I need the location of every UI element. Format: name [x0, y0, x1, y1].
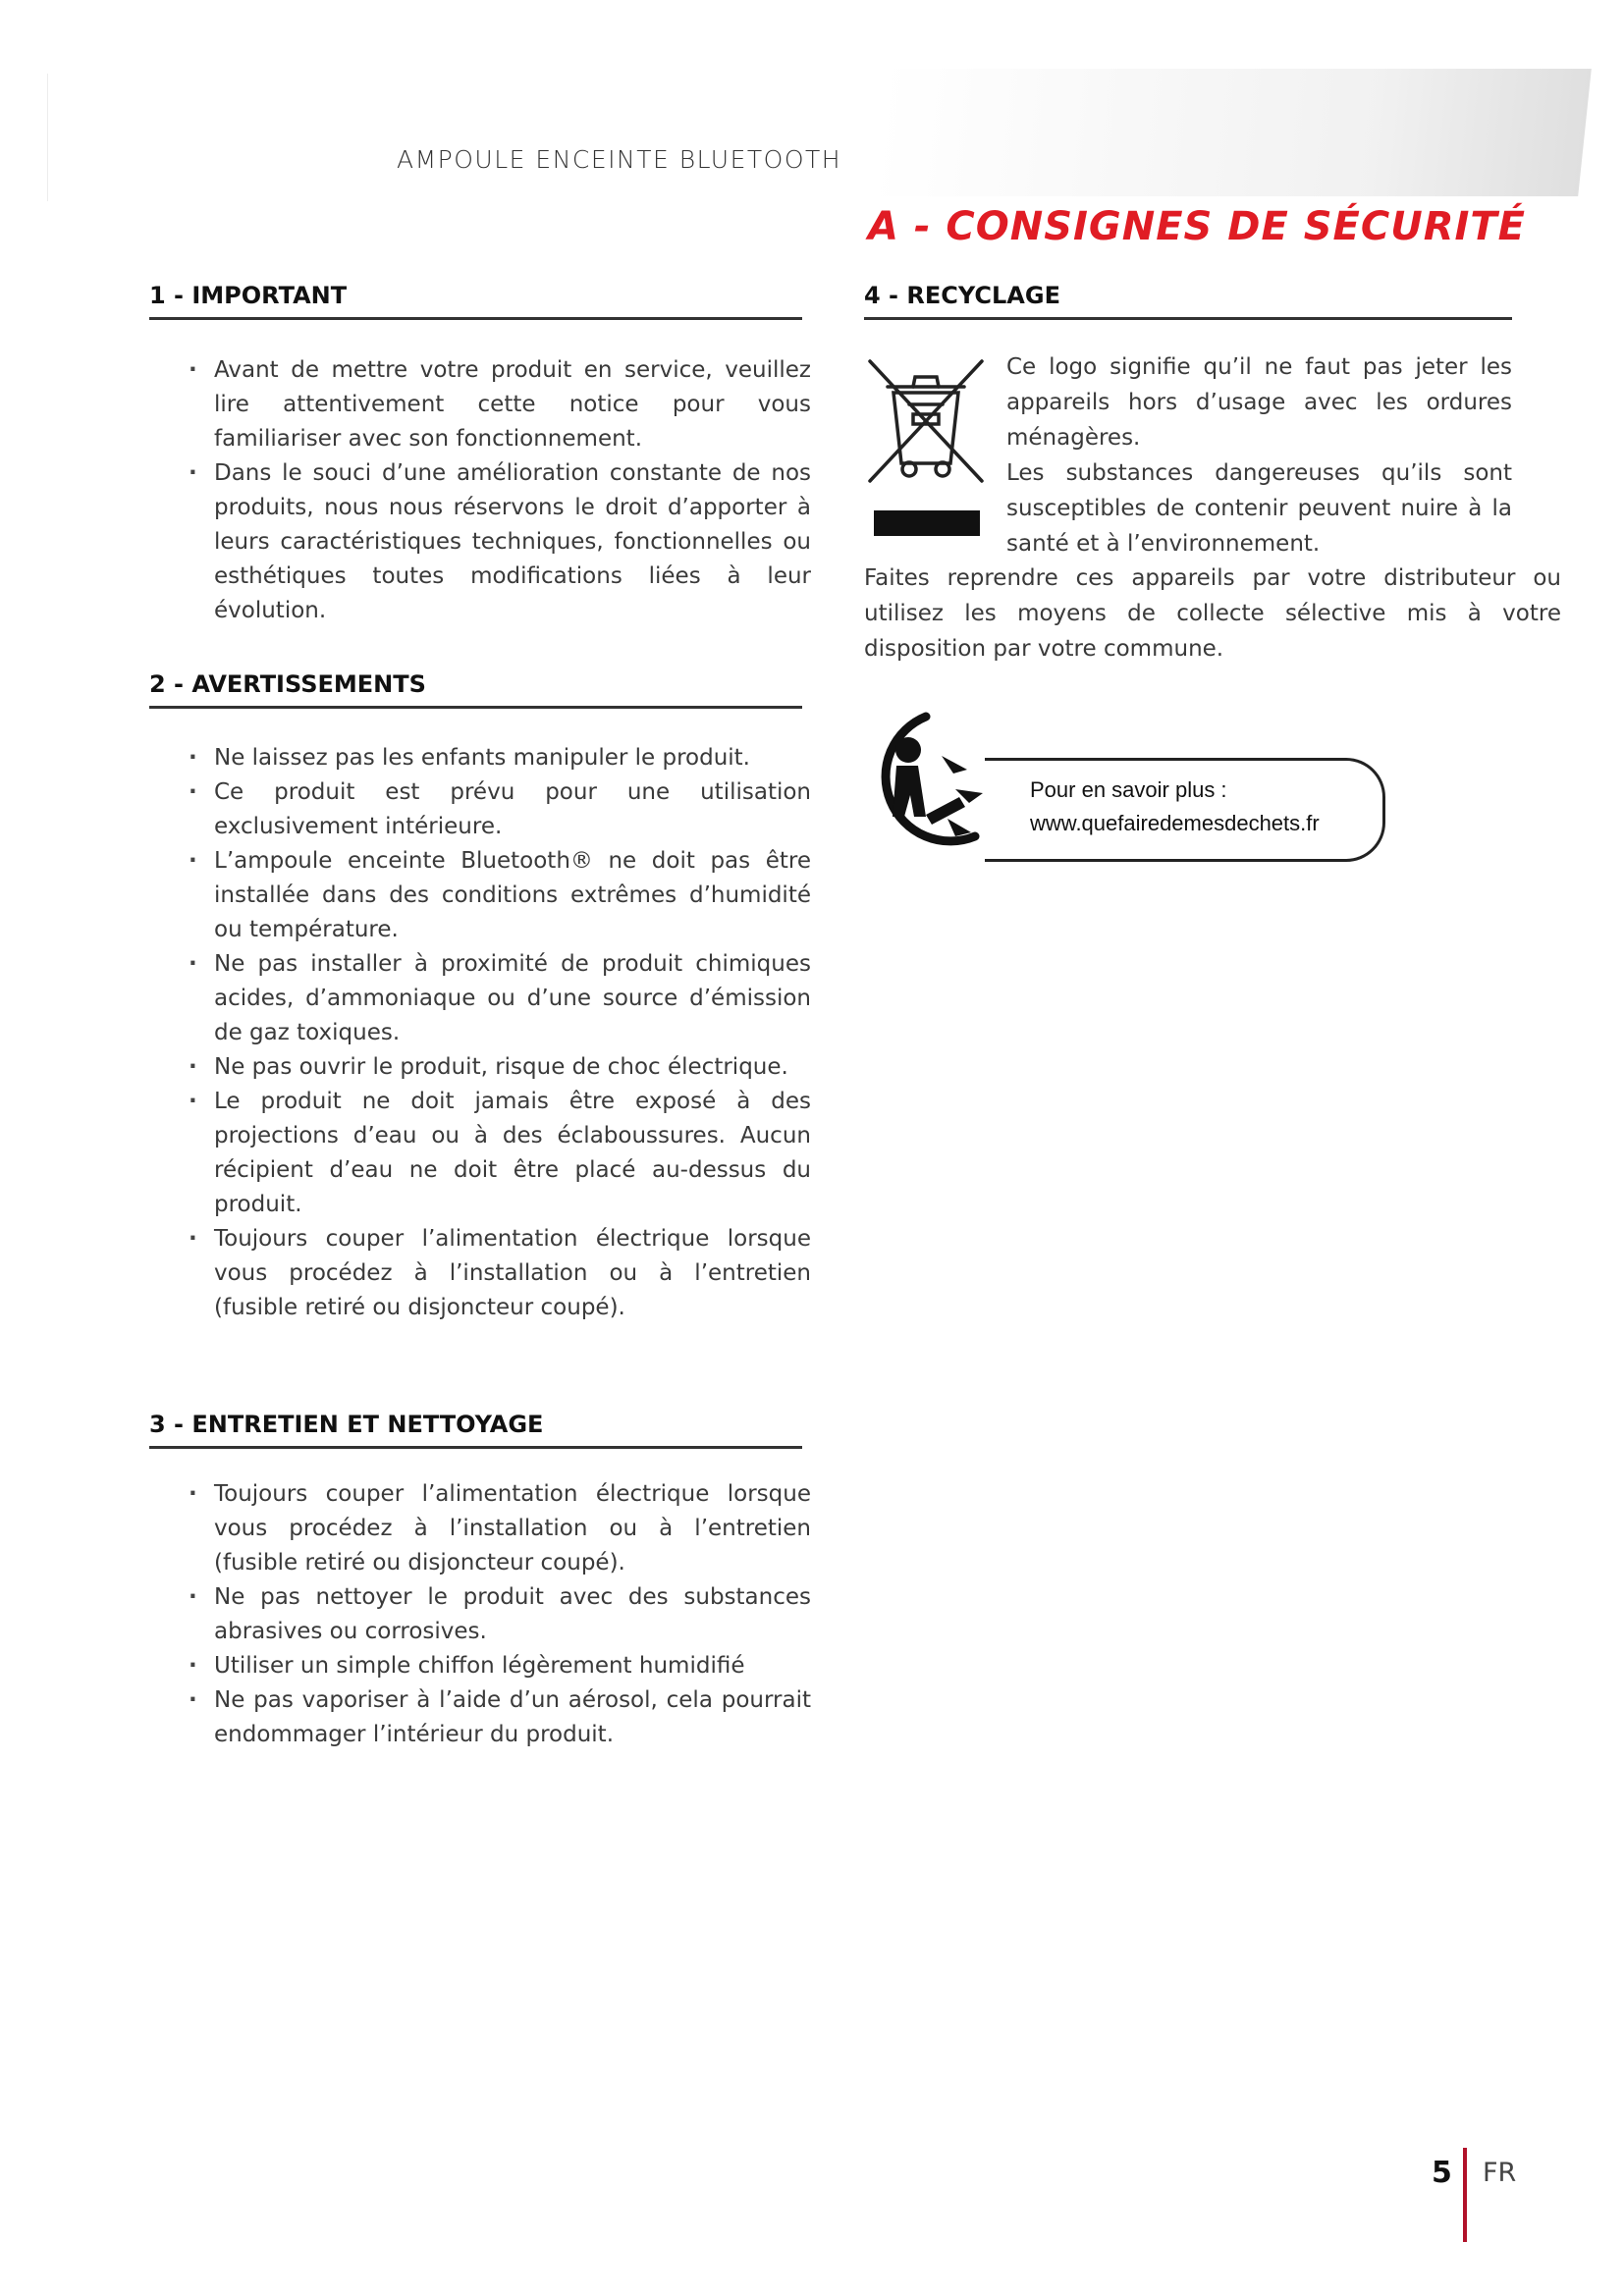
header-decoration [871, 69, 1592, 196]
section-rule [149, 706, 802, 709]
list-item: · Ne pas installer à proximité de produit chimiques acides, d’ammoniaque ou d’une source d’émission de gaz toxiques. [183, 947, 811, 1050]
triman-info-text [1030, 774, 1320, 840]
list-item: · Utiliser un simple chiffon légèrement humidifié [183, 1649, 811, 1683]
list-item: · Toujours couper l’alimentation électrique lorsque vous procédez à l’installation ou à l’entretien (fusible retiré ou disjoncteur coupé). [183, 1222, 811, 1325]
section-title-recycling: 4 - RECYCLAGE [864, 282, 1060, 309]
page-number-divider [1463, 2148, 1467, 2242]
triman-info-line: Pour en savoir plus : [1030, 777, 1227, 802]
list-item: · Ne pas vaporiser à l’aide d’un aérosol, cela pourrait endommager l’intérieur du produit. [183, 1683, 811, 1752]
list-item: · Avant de mettre votre produit en service, veuillez lire attentivement cette notice pour vous familiariser avec son fonctionnement. [183, 353, 811, 456]
list-item: · Ce produit est prévu pour une utilisation exclusivement intérieure. [183, 775, 811, 844]
section-title-maintenance: 3 - ENTRETIEN ET NETTOYAGE [149, 1411, 544, 1438]
document-title: AMPOULE ENCEINTE BLUETOOTH [397, 145, 842, 174]
warnings-list [183, 741, 811, 1325]
list-item: · Ne pas nettoyer le produit avec des substances abrasives ou corrosives. [183, 1580, 811, 1649]
important-list [183, 353, 811, 628]
list-item: · Ne pas ouvrir le produit, risque de choc électrique. [183, 1050, 811, 1085]
page-number: 5 [1432, 2156, 1452, 2190]
page-heading: A - CONSIGNES DE SÉCURITÉ [867, 204, 1526, 249]
section-title-warnings: 2 - AVERTISSEMENTS [149, 670, 426, 698]
triman-logo [857, 699, 1392, 866]
list-item: · Dans le souci d’une amélioration constante de nos produits, nous nous réservons le droit d’apporter à leurs caractéristiques techniques, fonctionnelles ou esthétiques toutes modifications liées à leur évolution. [183, 456, 811, 628]
list-item: · L’ampoule enceinte Bluetooth® ne doit pas être installée dans des conditions extrêmes d’humidité ou température. [183, 844, 811, 947]
margin-rule [47, 74, 48, 201]
recycling-logo-text: Ce logo signifie qu’il ne faut pas jeter les appareils hors d’usage avec les ordures ménagères. [1006, 354, 1512, 451]
triman-icon [857, 699, 995, 866]
section-title-important: 1 - IMPORTANT [149, 282, 348, 309]
triman-info-url: www.quefairedemesdechets.fr [1030, 811, 1320, 835]
section-rule [149, 317, 802, 320]
list-item: · Ne laissez pas les enfants manipuler le produit. [183, 741, 811, 775]
section-rule [149, 1446, 802, 1449]
list-item: · Toujours couper l’alimentation électrique lorsque vous procédez à l’installation ou à l’entretien (fusible retiré ou disjoncteur coupé). [183, 1477, 811, 1580]
recycling-collection-text: Faites reprendre ces appareils par votre distributeur ou utilisez les moyens de collecte sélective mis à votre disposition par votre commune. [864, 565, 1561, 662]
recycling-substances-text: Les substances dangereuses qu’ils sont susceptibles de contenir peuvent nuire à la santé et à l’environnement. [1006, 460, 1512, 557]
crossed-bin-icon [862, 353, 990, 540]
list-item: · Le produit ne doit jamais être exposé à des projections d’eau ou à des éclaboussures. Aucun récipient d’eau ne doit être placé au-dessus du produit. [183, 1085, 811, 1222]
section-rule [864, 317, 1512, 320]
maintenance-list [183, 1477, 811, 1752]
language-code: FR [1483, 2158, 1517, 2188]
